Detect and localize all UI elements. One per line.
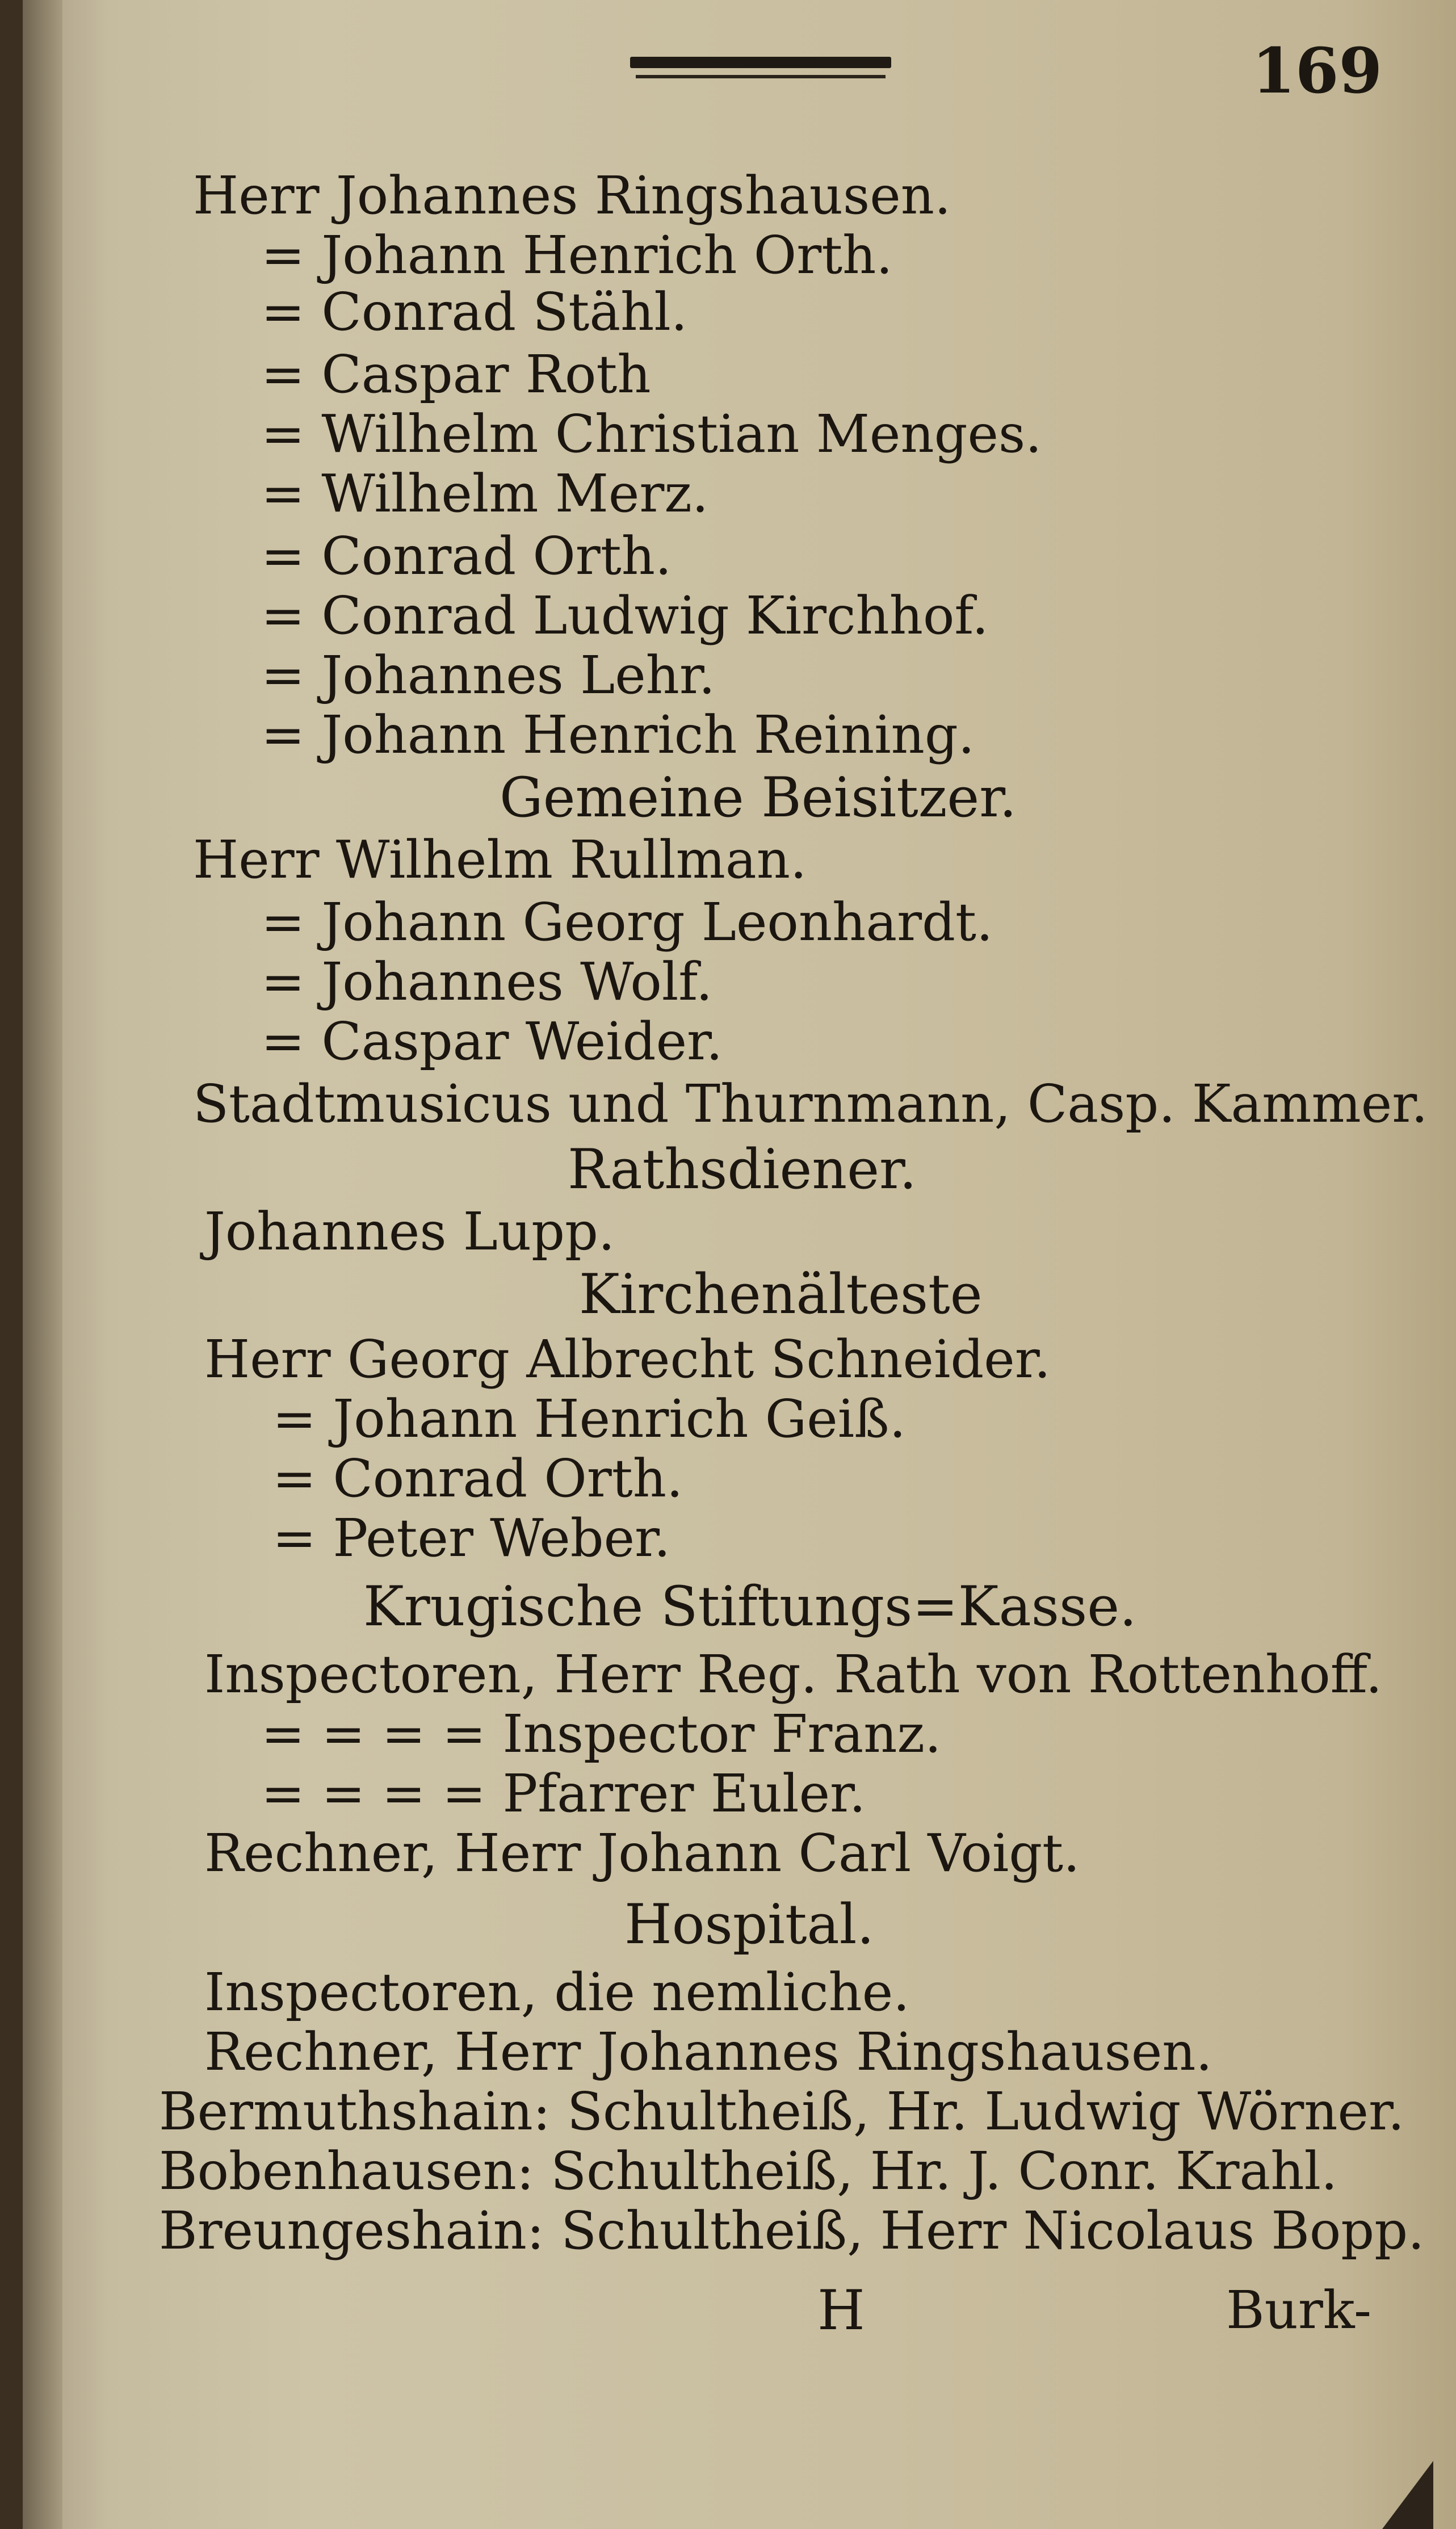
text-line: = Conrad Stähl. [261,282,688,342]
text-line: = Caspar Weider. [261,1011,723,1072]
book-page [23,0,1456,2529]
text-line: = = = = Pfarrer Euler. [261,1763,866,1824]
text-line: Rechner, Herr Johann Carl Voigt. [204,1823,1080,1884]
page-corner-shadow [1382,2461,1433,2529]
text-line: Johannes Lupp. [204,1201,615,1262]
section-heading: Hospital. [624,1893,874,1956]
text-line: Herr Johannes Ringshausen. [193,165,951,226]
signature-mark: H [817,2279,865,2342]
text-line: = Conrad Orth. [261,526,672,586]
text-line: = Caspar Roth [261,344,651,405]
text-line: Stadtmusicus und Thurnmann, Casp. Kammer. [193,1073,1428,1134]
text-line: = Wilhelm Christian Menges. [261,404,1042,464]
text-line: = Peter Weber. [272,1508,671,1568]
text-line: = Johannes Lehr. [261,645,716,706]
text-line: Inspectoren, die nemliche. [204,1962,910,2023]
text-line: = Johann Georg Leonhardt. [261,892,993,953]
header-rule-thin [636,75,886,78]
text-line: Rechner, Herr Johannes Ringshausen. [204,2021,1212,2082]
text-line: = Johann Henrich Reining. [261,704,975,765]
page-number: 169 [1252,34,1382,107]
section-heading: Krugische Stiftungs=Kasse. [363,1575,1137,1638]
text-line: Bermuthshain: Schultheiß, Hr. Ludwig Wörner. [159,2081,1405,2142]
text-line: = = = = Inspector Franz. [261,1704,942,1764]
header-rule [630,57,891,68]
text-line: = Johann Henrich Geiß. [272,1389,906,1449]
text-line: = Johannes Wolf. [261,951,713,1012]
page-gutter [23,0,62,2529]
section-heading: Kirchenälteste [579,1263,983,1326]
text-line: = Wilhelm Merz. [261,463,709,524]
text-line: Herr Wilhelm Rullman. [193,829,807,890]
text-line: = Conrad Ludwig Kirchhof. [261,585,989,646]
text-line: Breungeshain: Schultheiß, Herr Nicolaus Bopp. [159,2200,1425,2261]
text-line: = Johann Henrich Orth. [261,225,893,286]
section-heading: Rathsdiener. [568,1138,917,1201]
text-line: Bobenhausen: Schultheiß, Hr. J. Conr. Krahl. [159,2141,1338,2201]
catchword: Burk- [1226,2280,1372,2341]
text-line: Inspectoren, Herr Reg. Rath von Rottenhoff. [204,1644,1382,1705]
section-heading: Gemeine Beisitzer. [500,766,1017,829]
text-line: Herr Georg Albrecht Schneider. [204,1329,1051,1390]
text-line: = Conrad Orth. [272,1448,683,1509]
